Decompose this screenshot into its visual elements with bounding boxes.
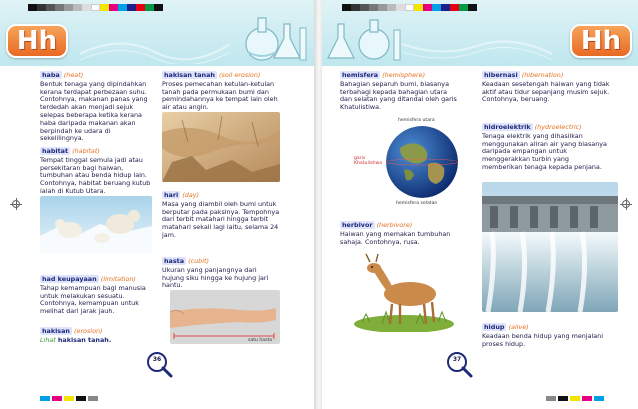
- term: hari: [164, 191, 179, 199]
- color-calibration-bar: [28, 4, 163, 11]
- registration-mark: [622, 200, 630, 208]
- see-label: Lihat: [40, 335, 56, 344]
- definition: Haiwan yang memakan tumbuhan sahaja. Contohnya, rusa.: [340, 229, 451, 246]
- entry-hemisfera: [340, 72, 460, 112]
- entry-hidup: [482, 324, 610, 348]
- definition: [40, 337, 152, 345]
- definition: Ukuran yang panjangnya dari hujung siku hingga ke hujung jari hantu.: [162, 265, 269, 290]
- page-number: 36: [152, 356, 162, 363]
- deer-photo: [352, 252, 456, 332]
- equator-label: garis Khatulistiwa: [354, 156, 383, 167]
- english-term: (cubit): [188, 257, 209, 265]
- registration-mark: [12, 200, 20, 208]
- definition: Proses pemecahan ketulan-ketulan tanah pada permukaan bumi dan pemindahannya ke tempat lain oleh air atau angin.: [162, 79, 278, 112]
- term: hidroelektrik: [484, 123, 531, 131]
- polar-bear-photo: [40, 196, 152, 254]
- entry-hasta: [162, 258, 280, 290]
- term: hemisfera: [342, 71, 379, 79]
- english-term: (hibernation): [521, 71, 564, 79]
- term: hasta: [164, 257, 185, 265]
- term: had keupayaan: [42, 275, 97, 283]
- definition: Bahagian separuh bumi, biasanya terbahagi kepada bahagian utara dan selatan yang ditandai oleh garis Khatulistiwa.: [340, 79, 457, 112]
- dam-photo: [482, 182, 618, 312]
- entry-hibernasi: [482, 72, 610, 104]
- page-number-badge: [146, 351, 174, 379]
- soil-erosion-photo: [162, 112, 280, 182]
- arm-cubit-photo: [170, 290, 280, 344]
- entry-hari: [162, 192, 280, 240]
- entry-hakisan-tanah: [162, 72, 280, 112]
- english-term: (day): [182, 191, 200, 199]
- equator-caption: [354, 156, 384, 167]
- english-term: (hydroelectric): [534, 123, 582, 131]
- definition: Masa yang diambil oleh bumi untuk berputar pada paksinya. Tempohnya dari terbit matahari hingga terbit matahari sekali lagi iaitu, selama 24 jam.: [162, 199, 280, 239]
- english-term: (erosion): [74, 327, 103, 335]
- english-term: (limitation): [100, 275, 136, 283]
- definition: Keadaan sesetengah haiwan yang tidak aktif atau tidur sepanjang musim sejuk. Contohnya, beruang.: [482, 79, 610, 104]
- definition: Keadaan benda hidup yang menjalani proses hidup.: [482, 331, 604, 348]
- term: hidup: [484, 323, 505, 331]
- term: hakisan tanah: [164, 71, 215, 79]
- entry-habitat: [40, 148, 152, 196]
- definition: Tenaga elektrik yang dihasilkan menggunakan aliran air yang biasanya daripada empangan untuk menggerakkan turbin yang memberikan tenaga kepada penjana.: [482, 131, 607, 171]
- left-page: [0, 0, 316, 409]
- definition: Tahap kemampuan bagi manusia untuk melakukan sesuatu. Contohnya, kemampuan untuk melihat dari jarak jauh.: [40, 283, 146, 316]
- english-term: (habitat): [72, 147, 100, 155]
- term: habitat: [42, 147, 69, 155]
- right-page: [322, 0, 638, 409]
- letter-tab: [6, 24, 68, 58]
- letter-label: Hh: [580, 26, 622, 56]
- flask-icon: [326, 14, 406, 64]
- letter-tab: [570, 24, 632, 58]
- english-term: (herbivore): [376, 221, 413, 229]
- english-term: (hemisphere): [382, 71, 426, 79]
- left-header: [0, 0, 316, 66]
- english-term: (alive): [508, 323, 529, 331]
- globe-photo: [386, 126, 458, 198]
- entry-hidroelektrik: [482, 124, 610, 172]
- hasta-caption: satu hasta: [248, 338, 273, 343]
- flask-icon: [232, 14, 312, 64]
- entry-haba: [40, 72, 152, 143]
- term: hakisan: [42, 327, 70, 335]
- definition: Bentuk tenaga yang dipindahkan kerana terdapat perbezaan suhu. Contohnya, makanan panas yang terdedah akan menjadi sejuk selepas beberapa ketika kerana haba daripada makanan akan berpindah ke udara di sekelilingnya.: [40, 79, 148, 143]
- page-number-badge: [446, 351, 474, 379]
- right-header: [322, 0, 638, 66]
- entry-had-keupayaan: [40, 276, 152, 316]
- term: hibernasi: [484, 71, 518, 79]
- north-hemisphere-caption: hemisfera utara: [398, 118, 435, 123]
- color-calibration-bar: [342, 4, 477, 11]
- definition: Tempat tinggal semula jadi atau persekitaran bagi haiwan, tumbuhan atau benda hidup lain. Contohnya, habitat beruang kutub ialah di Kutub Utara.: [40, 155, 151, 195]
- bottom-color-bar: [546, 396, 604, 401]
- page-number: 37: [452, 356, 462, 363]
- swirl-decoration: [80, 34, 230, 64]
- south-hemisphere-caption: hemisfera selatan: [396, 201, 438, 206]
- entry-herbivor: [340, 222, 460, 246]
- english-term: (heat): [63, 71, 84, 79]
- entry-hakisan: [40, 328, 152, 345]
- english-term: (soil erosion): [219, 71, 261, 79]
- letter-label: Hh: [16, 26, 58, 56]
- swirl-decoration: [402, 34, 552, 64]
- term: haba: [42, 71, 60, 79]
- bottom-color-bar: [40, 396, 98, 401]
- see-reference-link[interactable]: hakisan tanah.: [57, 335, 112, 344]
- term: herbivor: [342, 221, 373, 229]
